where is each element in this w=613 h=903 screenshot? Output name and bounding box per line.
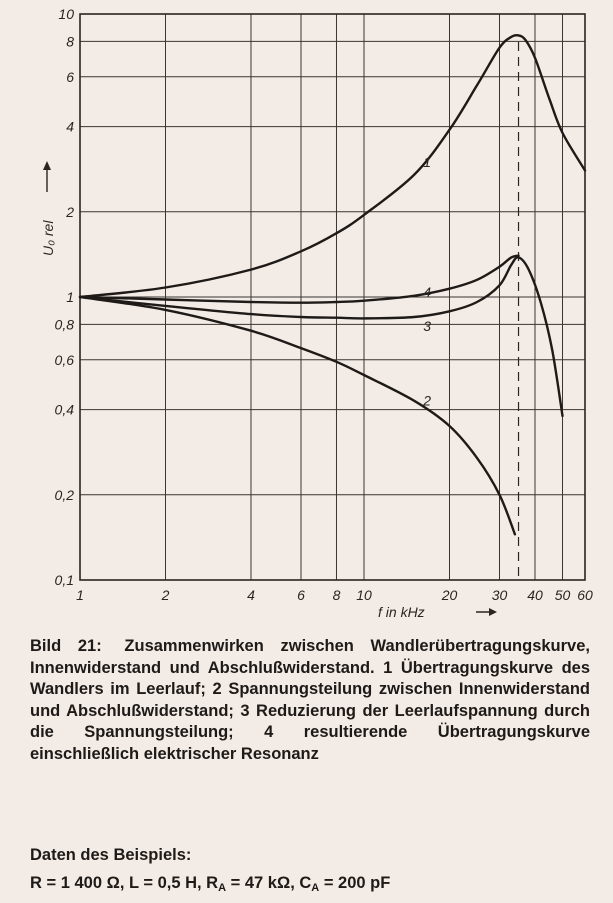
example-values xyxy=(30,874,390,894)
x-tick-label: 50 xyxy=(554,587,571,603)
caption-text: Zusammenwirken zwischen Wandlerübertragungskurve, Innenwiderstand und Abschlußwiderstand. 1 Übertragungskurve des Wandlers im Leerlauf; 2 Spannungsteilung zwischen Innenwiderstand und Abschlußwiderstand; 3 Reduzierung der Leerlaufspannung durch die Spannungsteilung; 4 resultierende Übertragungskurve einschließlich elektrischer Resonanz xyxy=(30,637,590,763)
x-tick-label: 40 xyxy=(527,587,543,603)
x-tick-label: 2 xyxy=(161,587,170,603)
y-tick-label: 10 xyxy=(58,6,74,22)
x-tick-label: 6 xyxy=(297,587,305,603)
x-axis-label: f in kHz xyxy=(378,604,425,620)
curve-label-3: 3 xyxy=(423,317,432,334)
curve-label-2: 2 xyxy=(423,392,432,409)
x-tick-label: 30 xyxy=(491,587,508,603)
figure-caption xyxy=(30,636,590,765)
x-axis-arrowhead-icon xyxy=(489,608,497,616)
x-axis-label-group xyxy=(378,604,497,620)
y-tick-label: 0,6 xyxy=(54,351,74,368)
x-tick-label: 4 xyxy=(247,587,255,603)
ra-subscript: A xyxy=(218,882,227,894)
x-tick-label: 60 xyxy=(577,587,593,603)
example-r-l: R = 1 400 Ω, L = 0,5 H, R xyxy=(30,874,219,892)
ca-subscript: A xyxy=(311,882,320,894)
y-tick-label: 2 xyxy=(66,203,74,220)
chart-curves xyxy=(80,35,585,534)
curve-label-1: 1 xyxy=(423,153,432,170)
x-tick-labels xyxy=(76,587,593,603)
y-tick-label: 1 xyxy=(66,289,74,305)
example-heading: Daten des Beispiels: xyxy=(30,846,192,864)
y-tick-label: 6 xyxy=(66,68,74,85)
caption-title: Bild 21: xyxy=(30,637,102,655)
x-tick-label: 1 xyxy=(76,587,84,603)
example-ra: = 47 kΩ, C xyxy=(226,874,312,892)
x-tick-label: 8 xyxy=(332,587,341,603)
x-tick-label: 10 xyxy=(356,587,372,603)
y-tick-label: 8 xyxy=(66,33,74,50)
y-tick-label: 4 xyxy=(66,118,74,135)
chart-grid xyxy=(80,14,585,580)
y-axis-label: U₀ rel xyxy=(40,220,56,256)
y-axis-arrowhead-icon xyxy=(43,161,51,170)
y-axis-label-group xyxy=(40,161,56,256)
x-tick-label: 20 xyxy=(441,587,458,603)
y-tick-labels xyxy=(55,6,75,588)
example-ca: = 200 pF xyxy=(319,874,391,892)
y-tick-label: 0,4 xyxy=(54,401,74,418)
curve-3 xyxy=(80,257,563,416)
y-tick-label: 0,2 xyxy=(54,486,74,503)
curve-4 xyxy=(80,256,519,303)
y-tick-label: 0,1 xyxy=(54,572,74,588)
y-tick-label: 0,8 xyxy=(54,316,74,333)
curve-label-4: 4 xyxy=(423,284,432,301)
